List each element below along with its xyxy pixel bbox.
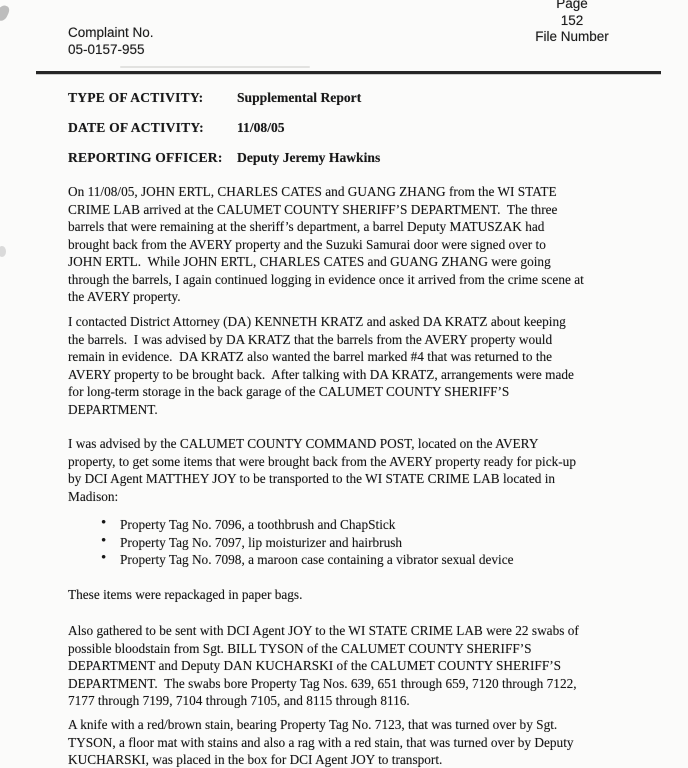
text-line: A knife with a red/brown stain, bearing Property Tag No. 7123, that was turned over by Sgt. [68, 717, 558, 732]
text-line: DEPARTMENT. The swabs bore Property Tag Nos. 639, 651 through 659, 7120 through 7122, [68, 675, 577, 691]
text-line: possible bloodstain from Sgt. BILL TYSON of the CALUMET COUNTY SHERIFF’S [68, 640, 532, 656]
text-line: brought back from the AVERY property and the Suzuki Samurai door were signed over to [68, 236, 546, 252]
paragraph-da-kratz-barrels [68, 313, 574, 418]
page-number: 152 [560, 12, 584, 28]
text-line: 7177 through 7199, 7104 through 7105, and 8115 through 8116. [68, 693, 410, 708]
text-line: through the barrels, I again continued logging in evidence once it arrived from the crime scene at [68, 271, 584, 287]
text-line: the AVERY property. [68, 289, 181, 304]
text-line: AVERY property to be brought back. After talking with DA KRATZ, arrangements were made [68, 366, 574, 382]
text-line: • Property Tag No. 7098, a maroon case containing a vibrator sexual device [68, 551, 514, 569]
report-fields [68, 90, 380, 180]
text-line: the barrels. I was advised by DA KRATZ that the barrels from the AVERY property would [68, 331, 553, 347]
text-line: by DCI Agent MATTHEY JOY to be transported to the WI STATE CRIME LAB located in [68, 471, 556, 486]
text-line: Madison: [68, 488, 119, 504]
scan-smudge-top-left [0, 3, 11, 22]
date-of-activity-label: DATE OF ACTIVITY: [68, 120, 204, 135]
text-line: I was advised by the CALUMET COUNTY COMMAND POST, located on the AVERY [68, 436, 539, 451]
field-row-reporting-officer [68, 150, 380, 180]
page-label: Page [556, 0, 588, 11]
complaint-block [68, 25, 154, 58]
field-row-type-of-activity [68, 90, 380, 120]
scan-smudge-left-mid [0, 246, 6, 257]
type-of-activity-label: TYPE OF ACTIVITY: [68, 90, 204, 105]
field-row-date-of-activity [68, 120, 380, 150]
text-line: KUCHARSKI, was placed in the box for DCI Agent JOY to transport. [68, 752, 443, 767]
text-line: • Property Tag No. 7097, lip moisturizer and hairbrush [68, 534, 514, 552]
text-line: Also gathered to be sent with DCI Agent JOY to the WI STATE CRIME LAB were 22 swabs of [68, 623, 579, 638]
paragraph-command-post-items [68, 435, 576, 505]
page-file-block [518, 0, 626, 46]
text-line: remain in evidence. DA KRATZ also wanted the barrel marked #4 that was returned to the [68, 349, 553, 364]
reporting-officer-value: Deputy Jeremy Hawkins [237, 150, 381, 165]
paragraph-repackaged [68, 586, 302, 604]
text-line: JOHN ERTL. While JOHN ERTL, CHARLES CATES and GUANG ZHANG were going [68, 254, 551, 269]
scan-streak [120, 66, 310, 68]
file-number-label: File Number [535, 29, 609, 44]
paragraph-crime-lab-arrival [68, 183, 584, 306]
text-line: for long-term storage in the back garage of the CALUMET COUNTY SHERIFF’S [68, 384, 510, 399]
text-line: barrels that were remaining at the sheriff’s department, a barrel Deputy MATUSZAK had [68, 219, 545, 234]
text-line: property, to get some items that were brought back from the AVERY property ready for pick-up [68, 453, 576, 469]
text-line: DEPARTMENT and Deputy DAN KUCHARSKI of the CALUMET COUNTY SHERIFF’S [68, 658, 562, 673]
text-line: These items were repackaged in paper bags. [68, 587, 303, 602]
text-line: TYSON, a floor mat with stains and also a rag with a red stain, that was turned over by Deputy [68, 734, 574, 750]
paragraph-knife [68, 716, 574, 768]
property-tag-bullet-list [68, 516, 514, 569]
complaint-label: Complaint No. [68, 25, 154, 40]
text-line: On 11/08/05, JOHN ERTL, CHARLES CATES and GUANG ZHANG from the WI STATE [68, 184, 557, 199]
type-of-activity-value: Supplemental Report [237, 90, 362, 105]
paragraph-swabs [68, 622, 579, 710]
reporting-officer-label: REPORTING OFFICER: [68, 150, 223, 165]
text-line: I contacted District Attorney (DA) KENNETH KRATZ and asked DA KRATZ about keeping [68, 314, 566, 329]
header-divider-rule [36, 71, 661, 74]
text-line: CRIME LAB arrived at the CALUMET COUNTY SHERIFF’S DEPARTMENT. The three [68, 201, 558, 217]
text-line: • Property Tag No. 7096, a toothbrush and ChapStick [68, 516, 514, 534]
text-line: DEPARTMENT. [68, 401, 158, 417]
date-of-activity-value: 11/08/05 [237, 120, 285, 135]
complaint-number: 05-0157-955 [68, 41, 145, 57]
